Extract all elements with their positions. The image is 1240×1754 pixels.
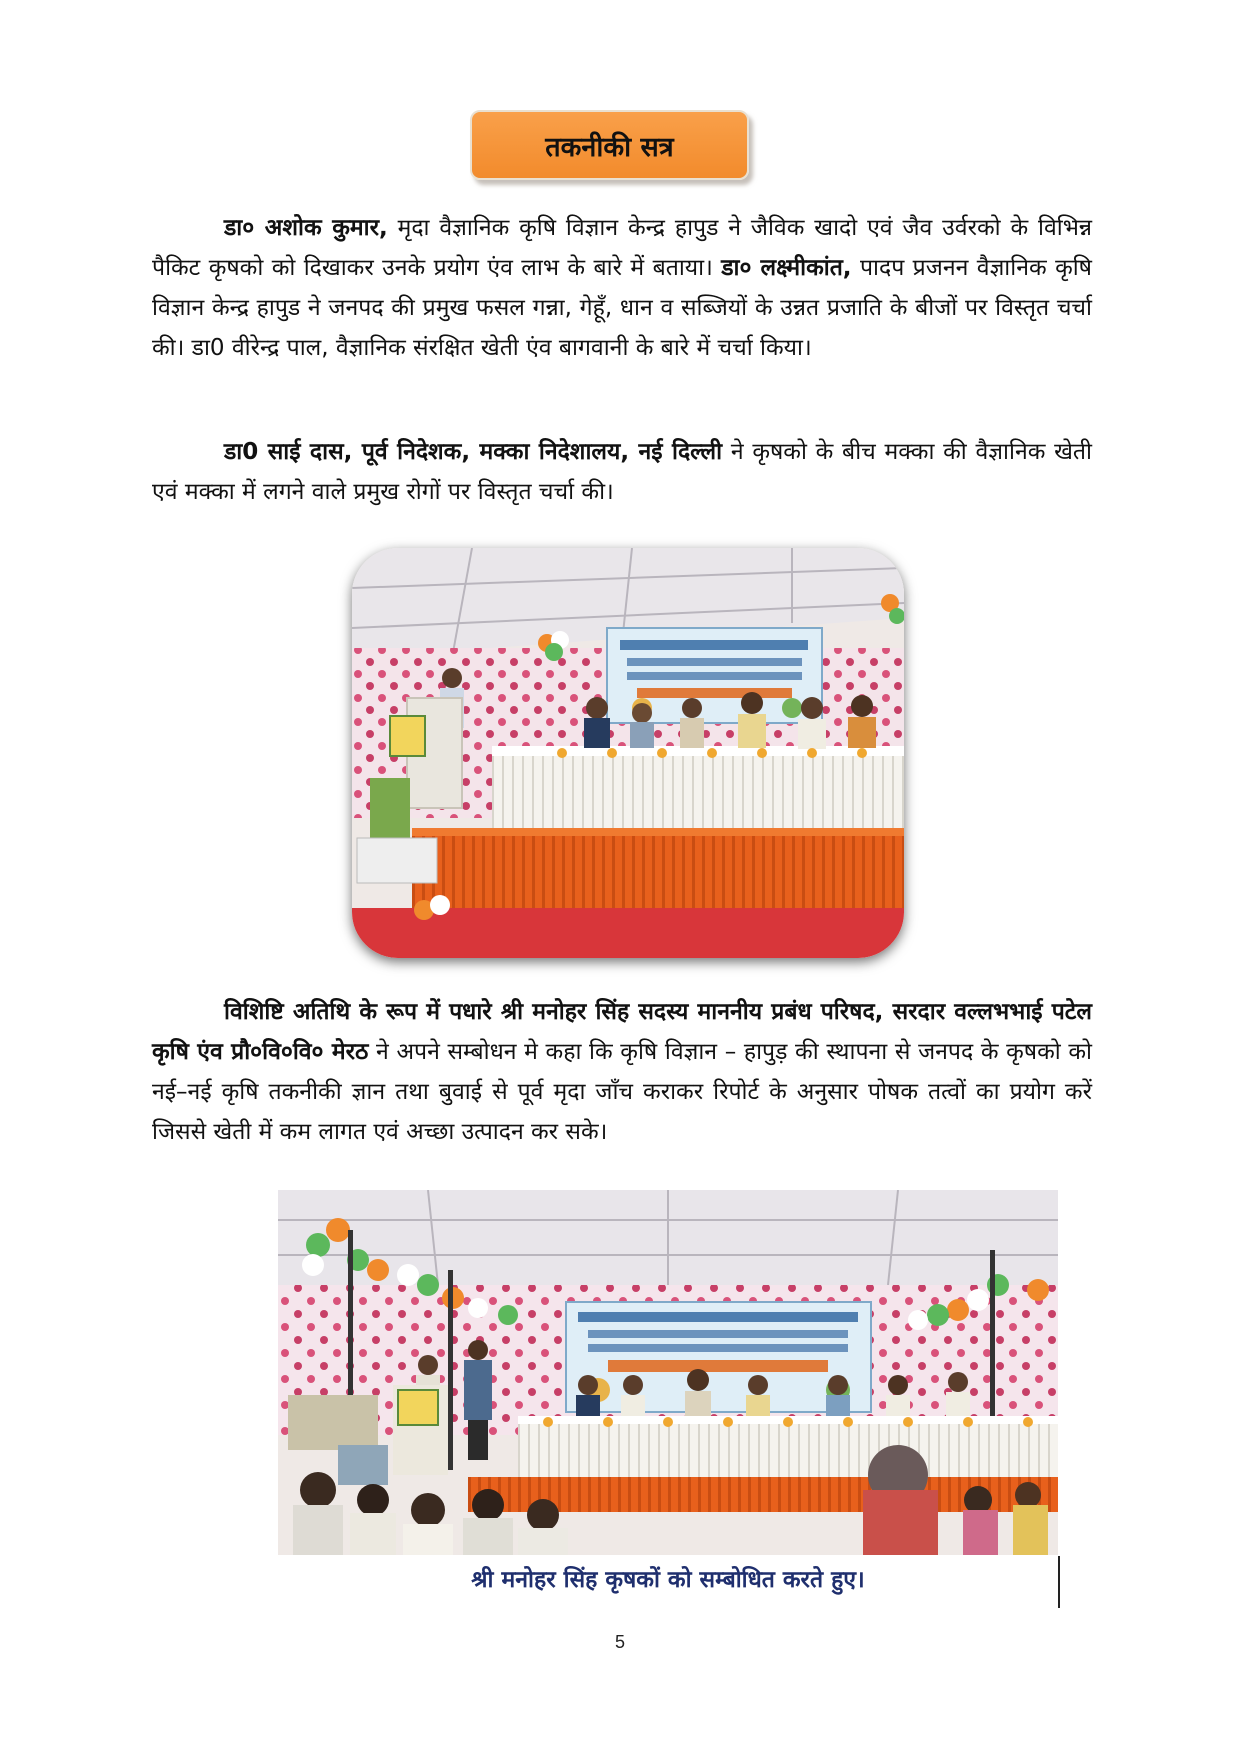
audience-event-photo xyxy=(278,1190,1058,1555)
page-number: 5 xyxy=(614,1632,625,1652)
paragraph-manohar-singh xyxy=(152,992,1092,1152)
speaker-sai-das: डा0 साई दास, पूर्व निदेशक, मक्का निदेशालय, नई दिल्ली xyxy=(224,439,723,465)
photo-caption: श्री मनोहर सिंह कृषकों को सम्बोधित करते हुए। xyxy=(471,1567,865,1593)
paragraph-text: ने अपने सम्बोधन मे कहा कि कृषि विज्ञान – हापुड़ की स्थापना से जनपद के कृषको को नई–नई कृषि तकनीकी ज्ञान तथा बुवाई से पूर्व मृदा जाँच कराकर रिपोर्ट के अनुसार पोषक तत्वों का प्रयोग करें जिससे खेती में कम लागत एवं अच्छा उत्पादन कर सके। xyxy=(152,1039,1092,1145)
guest-manohar-singh: विशिष्टि अतिथि के रूप में पधारे श्री मनोहर सिंह सदस्य माननीय प्रबंध परिषद, सरदार वल्लभभाई पटेल कृषि एंव प्रौ०वि०वि० मेरठ xyxy=(152,999,1092,1065)
paragraph-text: ने कृषको के बीच मक्का की वैज्ञानिक खेती एवं मक्का में लगने वाले प्रमुख रोगों पर विस्तृत चर्चा की। xyxy=(152,439,1092,505)
speaker-laxmikant: डा० लक्ष्मीकांत, xyxy=(721,255,852,281)
paragraph-technical-session xyxy=(152,208,1092,368)
paragraph-text: मृदा वैज्ञानिक कृषि विज्ञान केन्द्र हापुड ने जैविक खादो एवं जैव उर्वरको के विभिन्न पैकिट कृषको को दिखाकर उनके प्रयोग एंव लाभ के बारे में बताया। xyxy=(152,215,1092,281)
stage-event-photo xyxy=(352,548,904,958)
section-heading: तकनीकी सत्र xyxy=(545,131,674,163)
section-heading-box xyxy=(470,110,749,180)
speaker-ashok-kumar: डा० अशोक कुमार, xyxy=(224,215,388,241)
caption-divider xyxy=(1058,1556,1060,1608)
paragraph-text: पादप प्रजनन वैज्ञानिक कृषि विज्ञान केन्द्र हापुड ने जनपद की प्रमुख फसल गन्ना, गेहूँ, धान व सब्जियों के उन्नत प्रजाति के बीजों पर विस्तृत चर्चा की। डा0 वीरेन्द्र पाल, वैज्ञानिक संरक्षित खेती एंव बागवानी के बारे में चर्चा किया। xyxy=(152,255,1092,361)
paragraph-sai-das xyxy=(152,432,1092,512)
